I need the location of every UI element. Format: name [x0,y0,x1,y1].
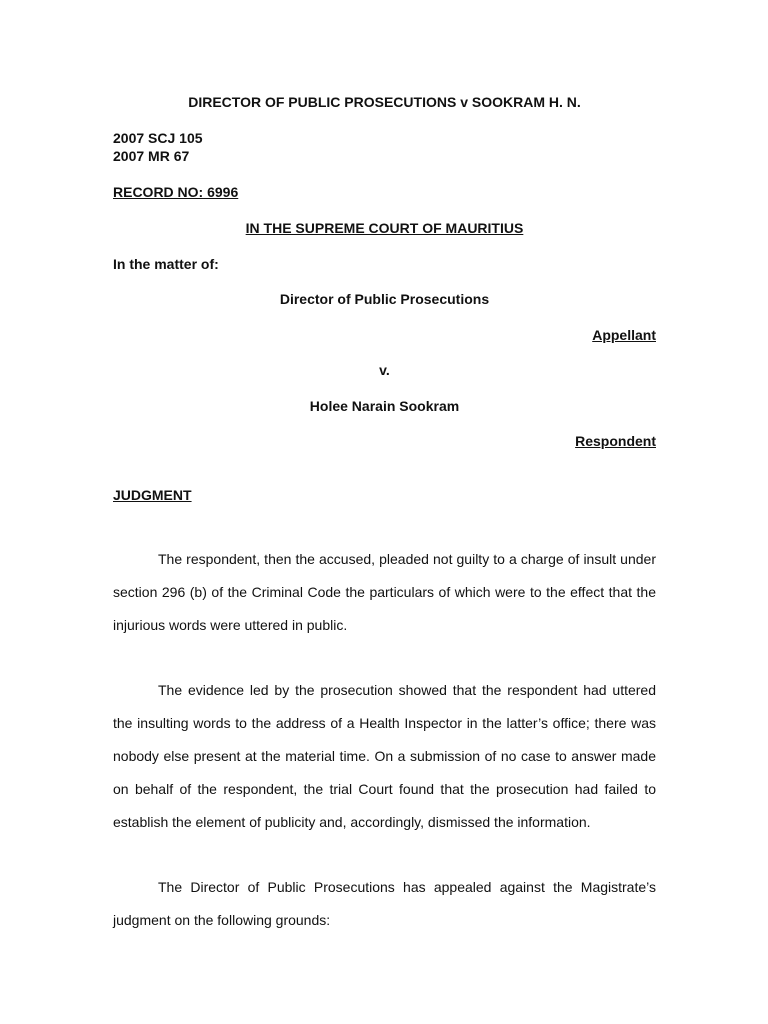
appellant-label: Appellant [592,327,656,343]
paragraph-3: The Director of Public Prosecutions has appealed against the Magistrate’s judgment on the following grounds: [113,879,656,928]
case-title: DIRECTOR OF PUBLIC PROSECUTIONS v SOOKRAM H. N. [188,94,581,110]
record-number-row [113,183,656,201]
in-the-matter-label: In the matter of: [113,256,219,272]
respondent-name: Holee Narain Sookram [309,398,460,414]
citation-scj: 2007 SCJ 105 [113,130,203,146]
respondent-label-row [113,432,656,450]
appellant-name: Director of Public Prosecutions [279,291,490,307]
judgment-heading: JUDGMENT [113,487,192,503]
court-heading: IN THE SUPREME COURT OF MAURITIUS [245,220,524,236]
record-number: RECORD NO: 6996 [113,184,239,200]
respondent-label: Respondent [575,433,656,449]
appellant-label-row [113,326,656,344]
court-heading-row [113,219,656,237]
paragraph-1: The respondent, then the accused, pleaded not guilty to a charge of insult under section 296 (b) of the Criminal Code the particulars of which were to the effect that the injurious words were uttered in public. [113,551,656,633]
citation-mr: 2007 MR 67 [113,148,190,164]
versus: v. [379,362,390,378]
judgment-heading-row [113,486,656,504]
paragraph-2: The evidence led by the prosecution showed that the respondent had uttered the insulting words to the address of a Health Inspector in the latter’s office; there was nobody else present at the material time. On a submission of no case to answer made on behalf of the respondent, the trial Court found that the prosecution had failed to establish the element of publicity and, accordingly, dismissed the information. [113,682,656,830]
document-page [113,0,656,1024]
